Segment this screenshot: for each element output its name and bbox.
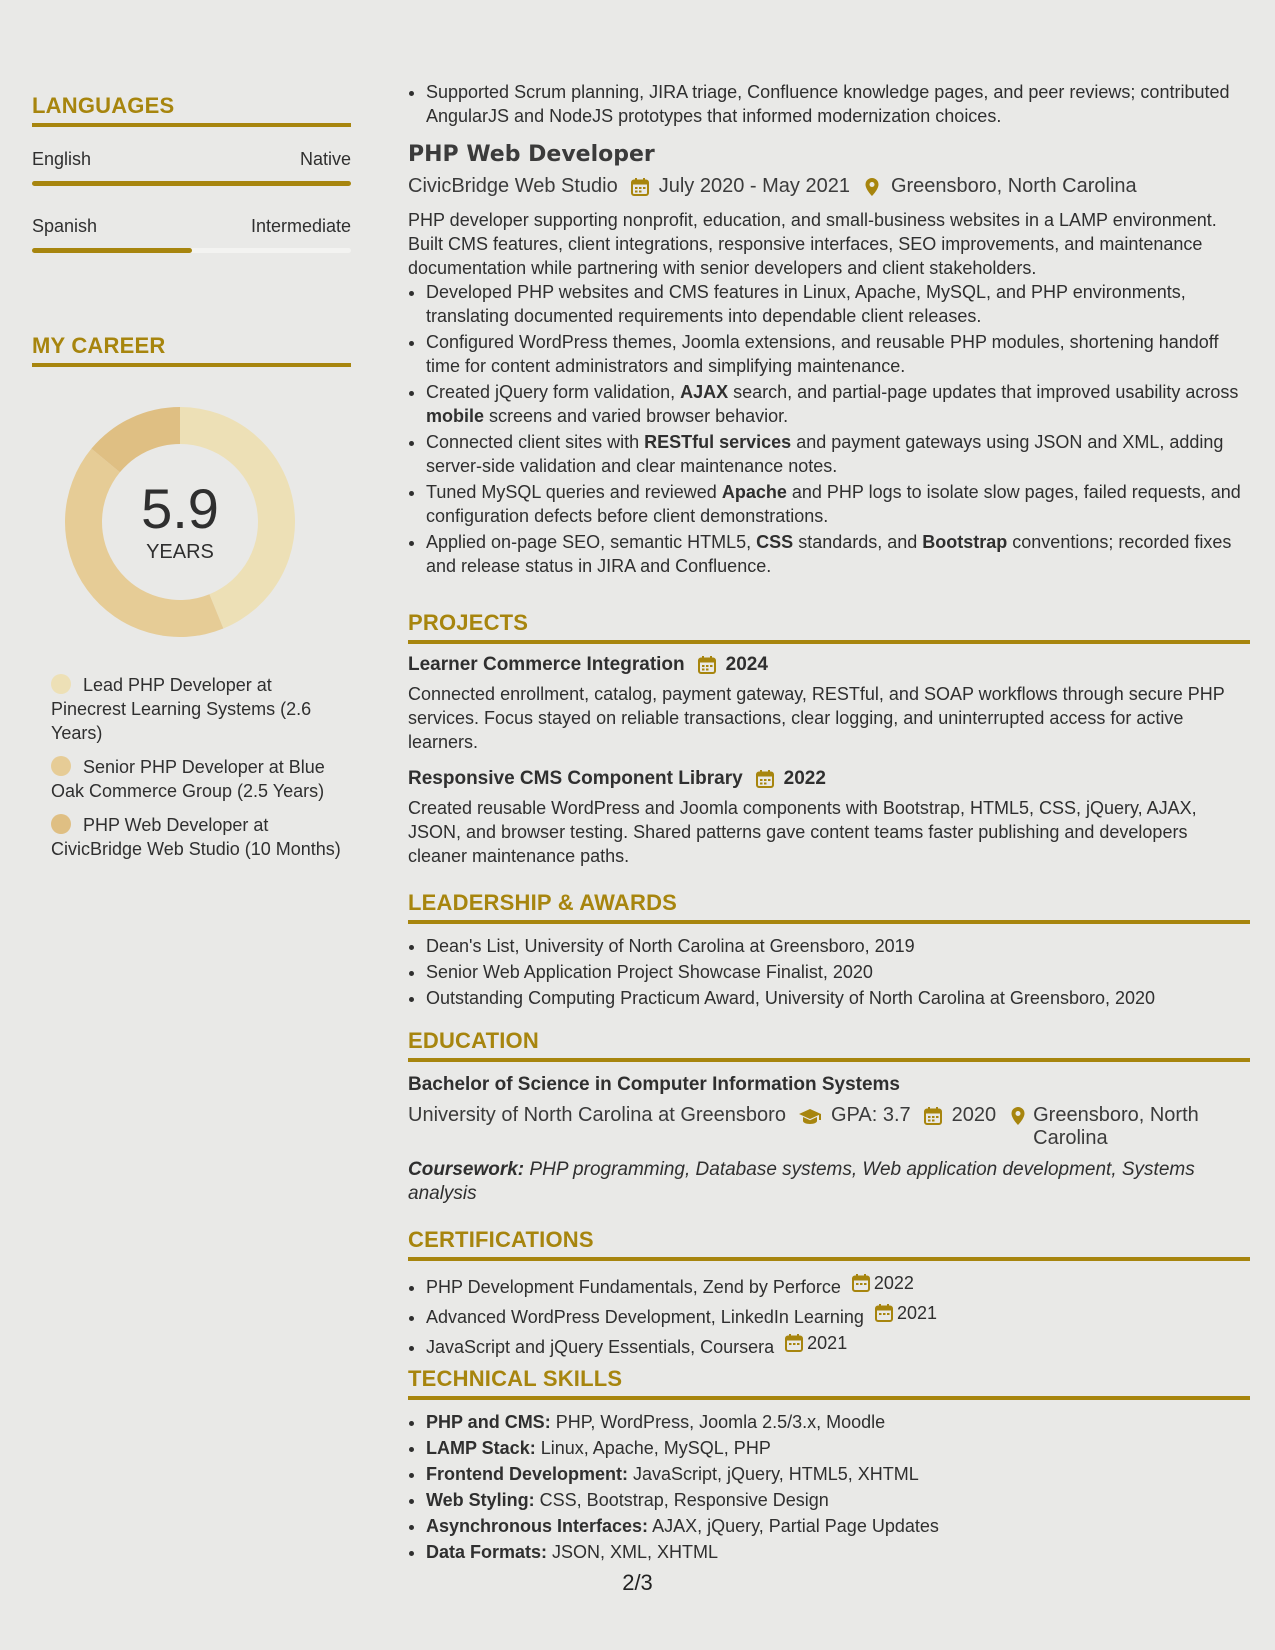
calendar-icon [755, 769, 775, 789]
calendar-icon [851, 1273, 871, 1293]
awards-list [408, 934, 1250, 1010]
project-desc: Connected enrollment, catalog, payment gateway, RESTful, and SOAP workflows through secure PHP services. Focus stayed on reliable transactions, clear logging, and uninterrupted access for active learners. [408, 684, 1225, 752]
job-meta [408, 175, 1250, 198]
education-location: Greensboro, North Carolina [1033, 1104, 1199, 1149]
language-level: Intermediate [250, 216, 351, 236]
career-legend [32, 673, 351, 861]
project-name: Responsive CMS Component Library [408, 768, 743, 789]
list-item: • Created jQuery form validation, AJAX search, and partial-page updates that improved usability across mobile screens and varied browser behavior. [426, 380, 1250, 428]
list-item: • LAMP Stack: Linux, Apache, MySQL, PHP [426, 1436, 1250, 1460]
legend-dot [51, 674, 71, 694]
language-english [32, 149, 351, 186]
career-donut [65, 407, 295, 637]
job-company: CivicBridge Web Studio [408, 175, 618, 197]
job-title: PHP Web Developer [408, 142, 655, 167]
job-bullets [408, 280, 1250, 578]
experience-continued [408, 80, 1250, 580]
awards-heading: LEADERSHIP & AWARDS [408, 890, 1250, 924]
project-name: Learner Commerce Integration [408, 654, 685, 675]
list-item: • PHP Development Fundamentals, Zend by Perforce 2022 [426, 1271, 1250, 1299]
calendar-icon [923, 1106, 943, 1126]
list-item: • Senior Web Application Project Showcase Finalist, 2020 [426, 960, 1250, 984]
career-total: 5.9 [141, 476, 219, 540]
list-item: • Frontend Development: JavaScript, jQuery, HTML5, XHTML [426, 1462, 1250, 1486]
education-year: 2020 [951, 1104, 997, 1126]
list-item: • Advanced WordPress Development, LinkedIn Learning 2021 [426, 1301, 1250, 1329]
list-item: • PHP and CMS: PHP, WordPress, Joomla 2.5/3.x, Moodle [426, 1410, 1250, 1434]
job-location: Greensboro, North Carolina [890, 175, 1137, 197]
project-title [408, 654, 1250, 676]
legend-dot [51, 756, 71, 776]
language-name: English [32, 149, 92, 169]
graduation-cap-icon [798, 1106, 822, 1126]
language-bar [32, 181, 351, 186]
skills-section [408, 1366, 1250, 1566]
experience-top-bullets [408, 80, 1250, 128]
list-item: • Applied on-page SEO, semantic HTML5, CSS standards, and Bootstrap conventions; recorded fixes and release status in JIRA and Confluence. [426, 530, 1250, 578]
education-section [408, 1028, 1250, 1206]
page-number: 2/3 [622, 1570, 653, 1595]
legend-item [51, 755, 351, 803]
location-pin-icon [862, 177, 882, 197]
calendar-icon [874, 1303, 894, 1323]
legend-label: Lead PHP Developer at Pinecrest Learning Systems (2.6 Years) [51, 675, 312, 743]
list-item: • Outstanding Computing Practicum Award, University of North Carolina at Greensboro, 2020 [426, 986, 1250, 1010]
projects-section [408, 610, 1250, 868]
gpa: GPA: 3.7 [830, 1104, 911, 1126]
list-item: • Developed PHP websites and CMS features in Linux, Apache, MySQL, and PHP environments, translating documented requirements into dependable client releases. [426, 280, 1250, 328]
skills-list [408, 1410, 1250, 1564]
list-item: • Data Formats: JSON, XML, XHTML [426, 1540, 1250, 1564]
projects-heading: PROJECTS [408, 610, 1250, 644]
language-bar [32, 248, 351, 253]
certifications-list [408, 1271, 1250, 1359]
education-heading: EDUCATION [408, 1028, 1250, 1062]
job-summary: PHP developer supporting nonprofit, education, and small-business websites in a LAMP environment. Built CMS features, client integrations, responsive interfaces, SEO improvements, and maintenance documentation while partnering with senior developers and client stakeholders. [408, 210, 1217, 278]
calendar-icon [784, 1333, 804, 1353]
project-desc: Created reusable WordPress and Joomla components with Bootstrap, HTML5, CSS, jQuery, AJAX, JSON, and browser testing. Shared patterns gave content teams faster publishing and developers cleaner maintenance paths. [408, 798, 1197, 866]
education-meta [408, 1104, 1250, 1150]
certifications-heading: CERTIFICATIONS [408, 1227, 1250, 1261]
career-unit: YEARS [146, 540, 214, 563]
list-item: • Configured WordPress themes, Joomla extensions, and reusable PHP modules, shortening handoff time for content administrators and simplifying maintenance. [426, 330, 1250, 378]
degree: Bachelor of Science in Computer Information Systems [408, 1074, 900, 1095]
language-name: Spanish [32, 216, 98, 236]
calendar-icon [697, 655, 717, 675]
location-pin-icon [1008, 1106, 1028, 1126]
legend-dot [51, 814, 71, 834]
language-level: Native [299, 149, 351, 169]
awards-section [408, 890, 1250, 1012]
legend-label: Senior PHP Developer at Blue Oak Commerce Group (2.5 Years) [51, 757, 325, 801]
list-item: • Tuned MySQL queries and reviewed Apache and PHP logs to isolate slow pages, failed requests, and configuration defects before client demonstrations. [426, 480, 1250, 528]
list-item: • Dean's List, University of North Carolina at Greensboro, 2019 [426, 934, 1250, 958]
list-item: • Connected client sites with RESTful services and payment gateways using JSON and XML, adding server-side validation and clear maintenance notes. [426, 430, 1250, 478]
legend-item [51, 813, 351, 861]
legend-item [51, 673, 351, 745]
list-item: • Web Styling: CSS, Bootstrap, Responsive Design [426, 1488, 1250, 1512]
calendar-icon [630, 177, 650, 197]
list-item: • Asynchronous Interfaces: AJAX, jQuery, Partial Page Updates [426, 1514, 1250, 1538]
skills-heading: TECHNICAL SKILLS [408, 1366, 1250, 1400]
project-year: 2024 [725, 654, 768, 675]
language-bar-fill [32, 181, 351, 186]
language-spanish [32, 216, 351, 253]
job-dates: July 2020 - May 2021 [658, 175, 850, 197]
school-name: University of North Carolina at Greensboro [408, 1104, 786, 1126]
certifications-section [408, 1227, 1250, 1361]
career-section [32, 333, 351, 871]
language-bar-fill [32, 248, 192, 253]
career-heading: MY CAREER [32, 333, 351, 367]
legend-label: PHP Web Developer at CivicBridge Web Studio (10 Months) [51, 815, 341, 859]
list-item: • Supported Scrum planning, JIRA triage, Confluence knowledge pages, and peer reviews; contributed AngularJS and NodeJS prototypes that informed modernization choices. [426, 80, 1250, 128]
project-title [408, 768, 1250, 790]
languages-section [32, 93, 351, 253]
languages-heading: LANGUAGES [32, 93, 351, 127]
coursework: Coursework: PHP programming, Database systems, Web application development, Systems analysis [408, 1159, 1195, 1204]
list-item: • JavaScript and jQuery Essentials, Coursera 2021 [426, 1331, 1250, 1359]
project-year: 2022 [783, 768, 826, 789]
